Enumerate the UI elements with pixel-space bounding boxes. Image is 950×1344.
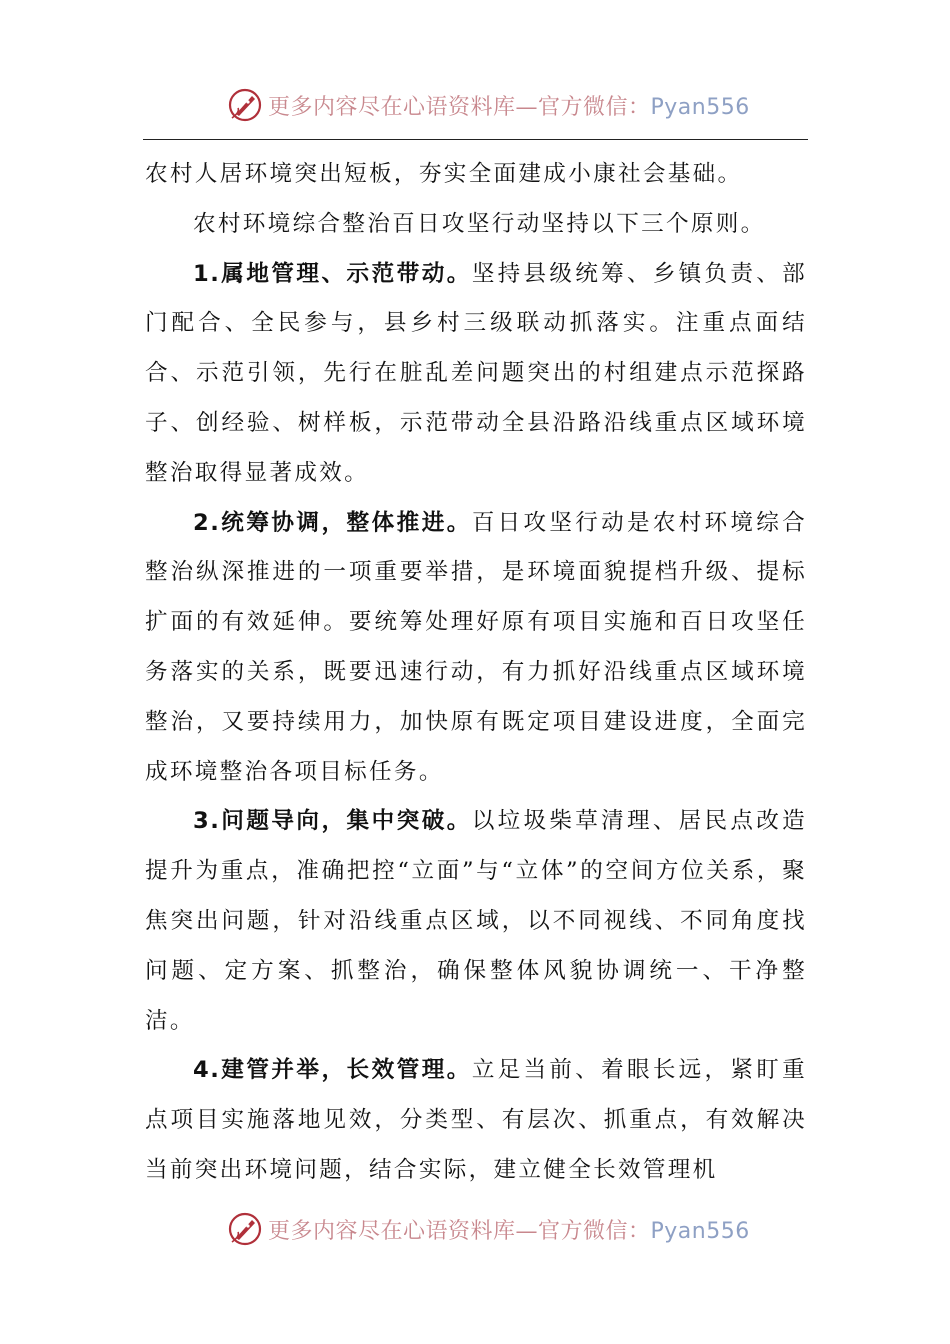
principle-text: 以垃圾柴草清理、居民点改造提升为重点，准确把控“立面”与“立体”的空间方位关系，聚焦突出问题，针对沿线重点区域，以不同视线、不同角度找问题、定方案、抓整治，确保整体风貌协调统一、干净整洁。 — [145, 808, 807, 1034]
watermark-text — [268, 90, 750, 121]
principle-text: 坚持县级统筹、乡镇负责、部门配合、全民参与，县乡村三级联动抓落实。注重点面结合、示范引领，先行在脏乱差问题突出的村组建点示范探路子、创经验、树样板，示范带动全县沿路沿线重点区域环境整治取得显著成效。 — [145, 260, 807, 486]
watermark-slogan: 更多内容尽在心语资料库—官方微信： — [268, 1219, 651, 1244]
watermark-wechat-id: Pyan556 — [650, 95, 750, 120]
paragraph-text: 农村人居环境突出短板，夯实全面建成小康社会基础。 — [145, 161, 743, 187]
document-body — [145, 150, 807, 1196]
header-divider — [143, 139, 808, 140]
principle-heading: 3.问题导向，集中突破。 — [193, 808, 472, 835]
watermark-text — [268, 1214, 750, 1245]
paragraph-intro — [145, 200, 807, 250]
watermark-footer — [0, 1206, 950, 1250]
principle-text: 立足当前、着眼长远，紧盯重点项目实施落地见效，分类型、有层次、抓重点，有效解决当前突出环境问题，结合实际，建立健全长效管理机 — [145, 1057, 807, 1183]
principle-4 — [145, 1046, 807, 1195]
watermark-slogan: 更多内容尽在心语资料库—官方微信： — [268, 95, 651, 120]
principle-3 — [145, 797, 807, 1046]
principle-2 — [145, 499, 807, 798]
principle-1 — [145, 250, 807, 499]
principle-text: 百日攻坚行动是农村环境综合整治纵深推进的一项重要举措，是环境面貌提档升级、提标扩面的有效延伸。要统筹处理好原有项目实施和百日攻坚任务落实的关系，既要迅速行动，有力抓好沿线重点区域环境整治，又要持续用力，加快原有既定项目建设进度，全面完成环境整治各项目标任务。 — [145, 509, 807, 785]
principle-heading: 4.建管并举，长效管理。 — [193, 1057, 472, 1084]
principle-heading: 1.属地管理、示范带动。 — [193, 260, 472, 287]
paragraph-text: 农村环境综合整治百日攻坚行动坚持以下三个原则。 — [193, 210, 766, 237]
pen-nib-circle-logo-icon — [226, 1210, 264, 1248]
watermark-header — [0, 82, 950, 126]
pen-nib-circle-logo-icon — [226, 86, 264, 124]
watermark-wechat-id: Pyan556 — [650, 1219, 750, 1244]
principle-heading: 2.统筹协调，整体推进。 — [193, 509, 472, 536]
paragraph-continuation — [145, 150, 807, 200]
